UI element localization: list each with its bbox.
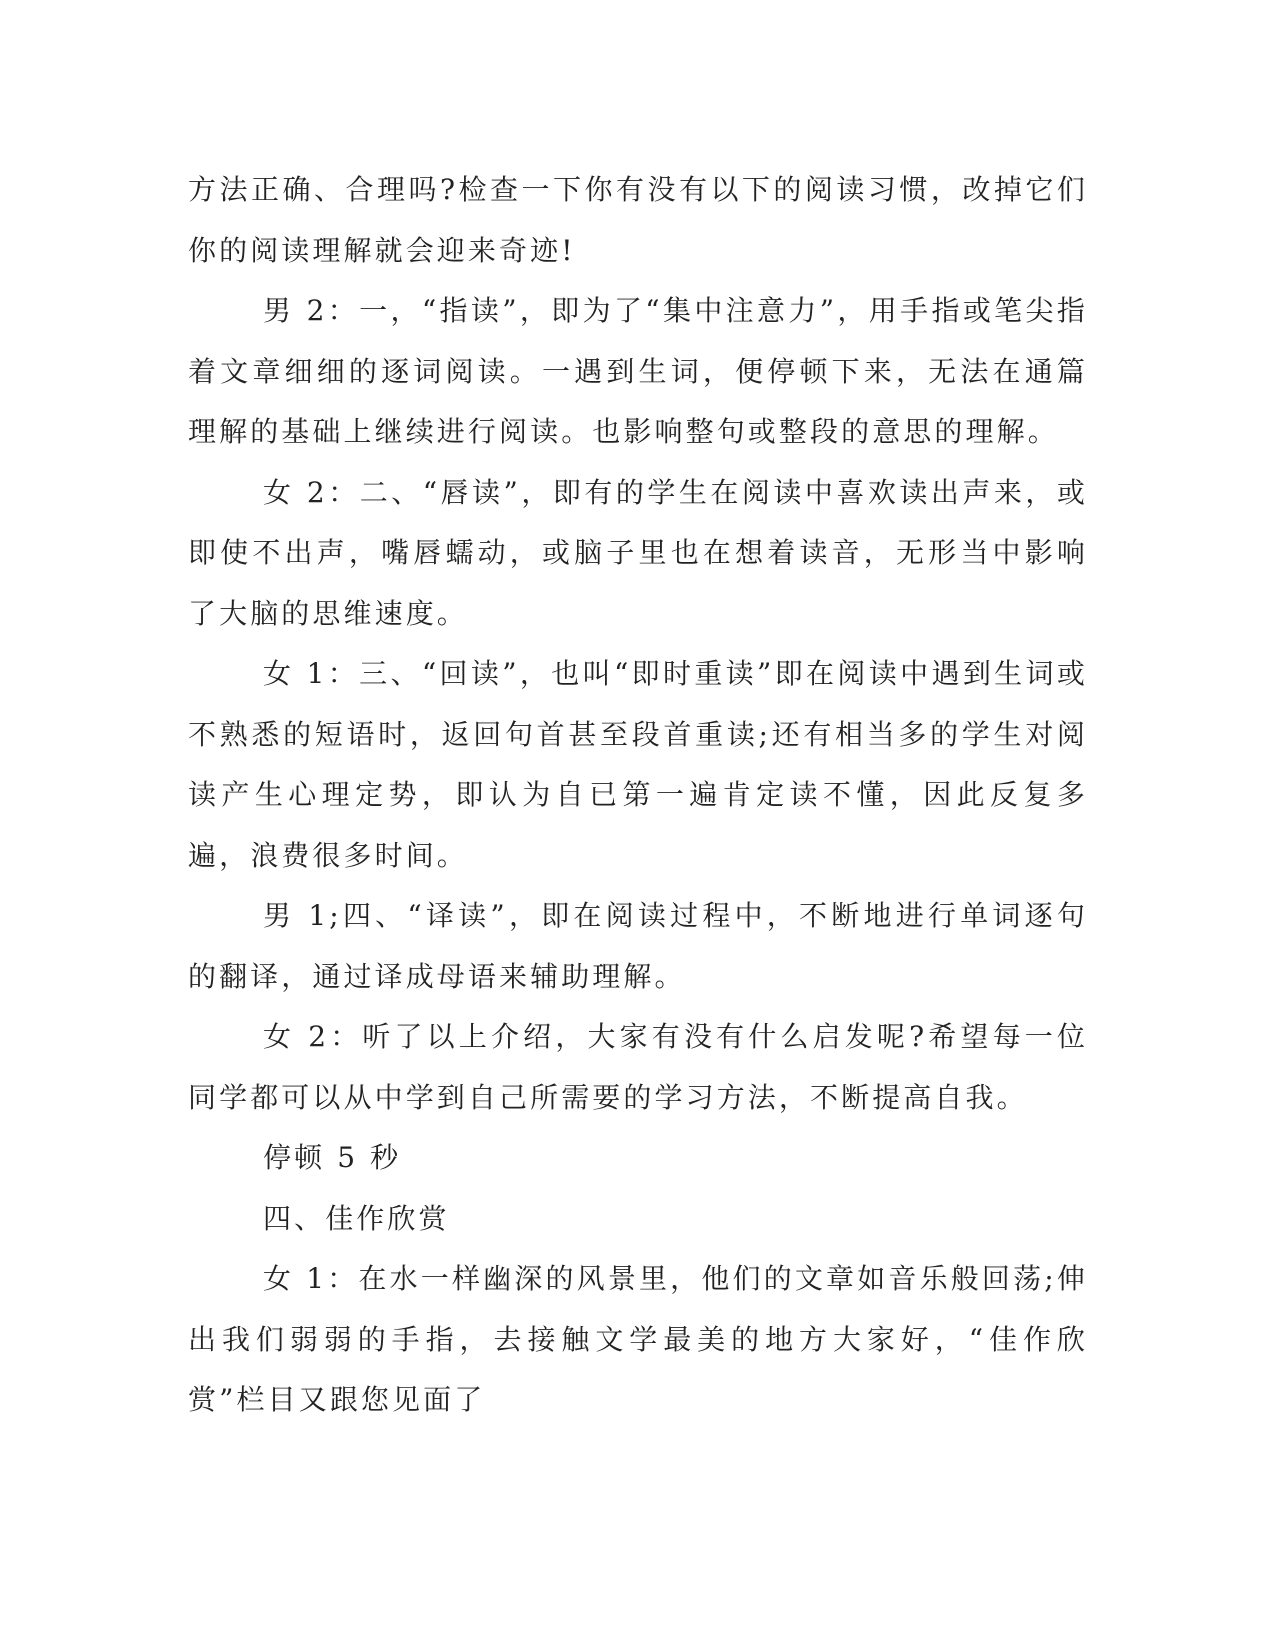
paragraph-female2-summary: 女 2：听了以上介绍，大家有没有什么启发呢?希望每一位同学都可以从中学到自己所需要的学习方法，不断提高自我。 xyxy=(188,1020,1088,1114)
section-heading-appreciation: 四、佳作欣赏 xyxy=(263,1201,450,1235)
body-text xyxy=(188,160,1088,1431)
paragraph-female1-appreciation: 女 1：在水一样幽深的风景里，他们的文章如音乐般回荡;伸出我们弱弱的手指，去接触文学最美的地方大家好，“佳作欣赏”栏目又跟您见面了 xyxy=(188,1262,1088,1416)
paragraph-continuation: 方法正确、合理吗?检查一下你有没有以下的阅读习惯，改掉它们你的阅读理解就会迎来奇迹! xyxy=(188,173,1088,267)
paragraph-pause: 停顿 5 秒 xyxy=(263,1141,402,1174)
paragraph-female2-lip-reading: 女 2：二、“唇读”，即有的学生在阅读中喜欢读出声来，或即使不出声，嘴唇蠕动，或脑子里也在想着读音，无形当中影响了大脑的思维速度。 xyxy=(188,475,1088,630)
paragraph-male2-finger-reading: 男 2：一，“指读”，即为了“集中注意力”，用手指或笔尖指着文章细细的逐词阅读。一遇到生词，便停顿下来，无法在通篇理解的基础上继续进行阅读。也影响整句或整段的意思的理解。 xyxy=(188,294,1088,448)
paragraph-male1-translation-reading: 男 1;四、“译读”，即在阅读过程中，不断地进行单词逐句的翻译，通过译成母语来辅助理解。 xyxy=(188,899,1088,993)
paragraph-female1-re-reading: 女 1：三、“回读”，也叫“即时重读”即在阅读中遇到生词或不熟悉的短语时，返回句首甚至段首重读;还有相当多的学生对阅读产生心理定势，即认为自已第一遍肯定读不懂，因此反复多遍，浪费很多时间。 xyxy=(188,657,1088,872)
